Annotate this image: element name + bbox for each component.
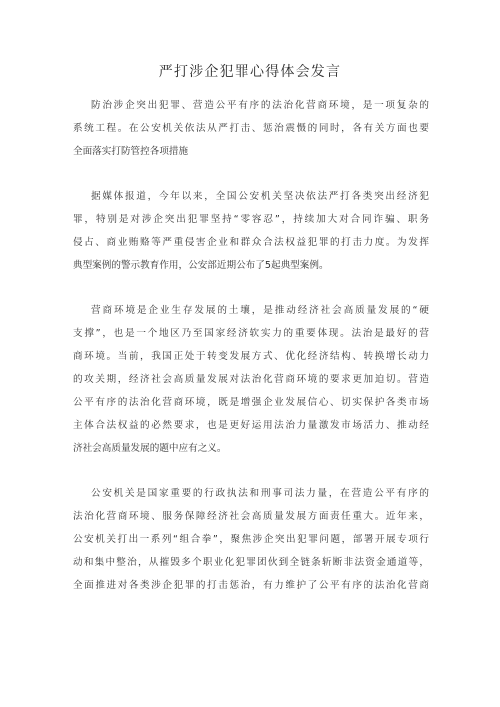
paragraph-3 — [73, 299, 429, 460]
text-line: 动和集中整治，从摧毁多个职业化犯罪团伙到全链条斩断非法资金通道等， — [73, 557, 429, 568]
paragraph-2 — [73, 185, 429, 277]
text-line: 营商环境是企业生存发展的土壤，是推动经济社会高质量发展的“硬 — [91, 305, 429, 316]
text-line: 公安机关是国家重要的行政执法和刑事司法力量，在营造公平有序的 — [91, 488, 429, 499]
text-line: 商环境。当前，我国正处于转变发展方式、优化经济结构、转换增长动力 — [73, 351, 429, 362]
text-line: 全面落实打防管控各项措施 — [73, 146, 189, 157]
text-line: 系统工程。在公安机关依法从严打击、惩治震慑的同时，各有关方面也要 — [73, 123, 429, 134]
text-line: 公平有序的法治化营商环境，既是增强企业发展信心、切实保护各类市场 — [73, 397, 429, 408]
text-line: 的攻关期，经济社会高质量发展对法治化营商环境的要求更加迫切。营造 — [73, 374, 429, 385]
text-line: 全面推进对各类涉企犯罪的打击惩治，有力维护了公平有序的法治化营商 — [73, 580, 429, 591]
text-line: 侵占、商业贿赂等严重侵害企业和群众合法权益犯罪的打击力度。为发挥 — [73, 237, 429, 248]
document-title: 严打涉企犯罪心得体会发言 — [158, 64, 342, 80]
paragraph-4 — [73, 482, 429, 597]
text-line: 公安机关打出一系列“组合拳”，聚焦涉企突出犯罪问题，部署开展专项行 — [73, 534, 429, 545]
text-line: 支撑”，也是一个地区乃至国家经济软实力的重要体现。法治是最好的营 — [73, 328, 429, 339]
text-line: 主体合法权益的必然要求，也是更好运用法治力量激发市场活力、推动经 — [73, 420, 429, 431]
text-line: 济社会高质量发展的题中应有之义。 — [73, 443, 227, 454]
text-line: 防治涉企突出犯罪、营造公平有序的法治化营商环境，是一项复杂的 — [91, 100, 429, 111]
text-line: 据媒体报道，今年以来，全国公安机关坚决依法严打各类突出经济犯 — [91, 191, 429, 202]
document-body — [73, 94, 429, 619]
text-line: 典型案例的警示教育作用，公安部近期公布了5起典型案例。 — [73, 260, 329, 271]
paragraph-1 — [73, 94, 429, 163]
text-line: 法治化营商环境、服务保障经济社会高质量发展方面责任重大。近年来， — [73, 511, 429, 522]
text-line: 罪，特别是对涉企突出犯罪坚持“零容忍”，持续加大对合同诈骗、职务 — [73, 214, 429, 225]
